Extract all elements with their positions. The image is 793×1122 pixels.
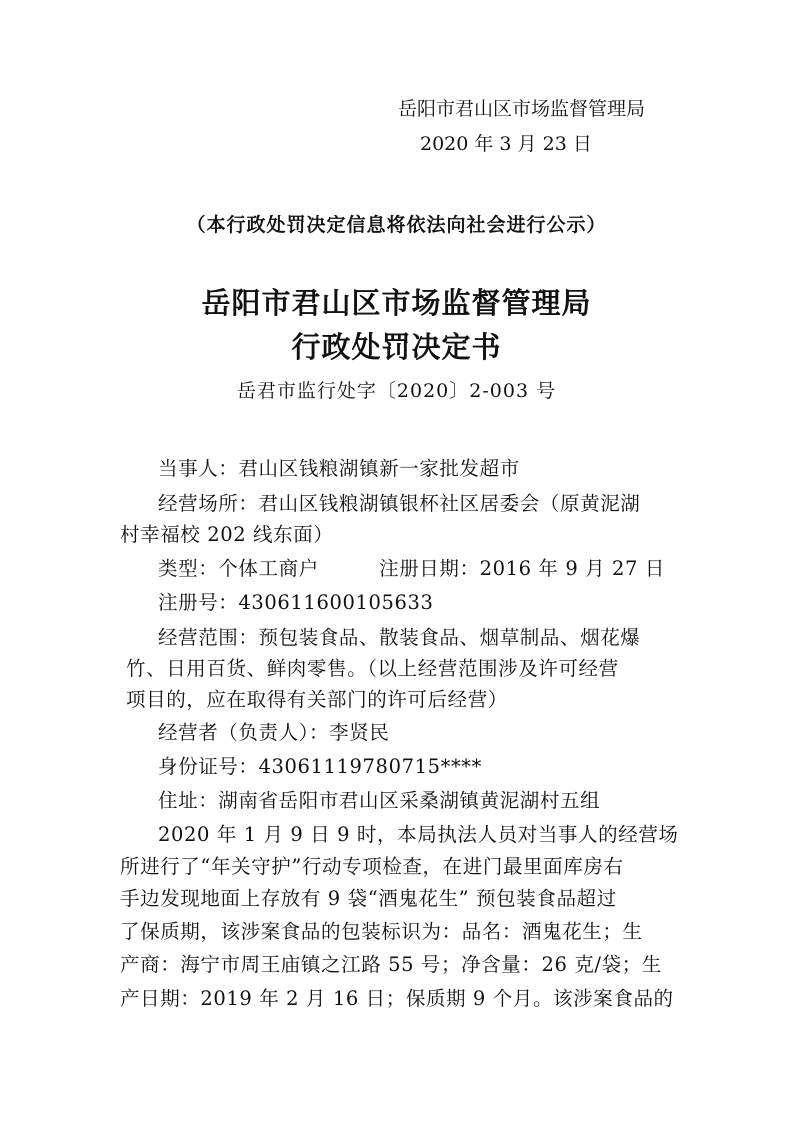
business-premises: 经营场所：君山区钱粮湖镇银杯社区居委会（原黄泥湖 bbox=[158, 492, 641, 515]
business-premises-cont: 村幸福校 202 线东面） bbox=[120, 523, 334, 546]
operator-name: 经营者（负责人）：李贤民 bbox=[158, 721, 390, 744]
case-paragraph-line-6: 产日期：2019 年 2 月 16 日；保质期 9 个月。该涉案食品的 bbox=[120, 987, 674, 1010]
case-paragraph-line-3: 手边发现地面上存放有 9 袋“酒鬼花生” 预包装食品超过 bbox=[120, 887, 617, 910]
business-scope-cont-2: 项目的，应在取得有关部门的许可后经营） bbox=[126, 688, 508, 711]
business-scope-cont-1: 竹、日用百货、鲜肉零售。（以上经营范围涉及许可经营 bbox=[126, 657, 619, 680]
case-paragraph-line-1: 2020 年 1 月 9 日 9 时，本局执法人员对当事人的经营场 bbox=[158, 823, 679, 846]
party-name: 当事人：君山区钱粮湖镇新一家批发超市 bbox=[158, 457, 520, 480]
type-and-registration-date: 类型：个体工商户 注册日期：2016 年 9 月 27 日 bbox=[158, 557, 665, 580]
case-paragraph-line-2: 所进行了“年关守护”行动专项检查，在进门最里面库房右 bbox=[120, 855, 624, 878]
issue-date: 2020 年 3 月 23 日 bbox=[420, 133, 592, 155]
publicity-notice: （本行政处罚决定信息将依法向社会进行公示） bbox=[186, 214, 607, 236]
document-number: 岳君市监行处字〔2020〕2-003 号 bbox=[236, 380, 557, 402]
document-title-line2: 行政处罚决定书 bbox=[291, 330, 502, 364]
case-paragraph-line-5: 产商：海宁市周王庙镇之江路 55 号；净含量：26 克/袋；生 bbox=[120, 953, 662, 976]
registration-number: 注册号：430611600105633 bbox=[158, 591, 434, 614]
issuing-organization: 岳阳市君山区市场监督管理局 bbox=[398, 98, 646, 120]
business-scope: 经营范围：预包装食品、散装食品、烟草制品、烟花爆 bbox=[158, 626, 641, 649]
address: 住址：湖南省岳阳市君山区采桑湖镇黄泥湖村五组 bbox=[158, 789, 601, 812]
document-title-line1: 岳阳市君山区市场监督管理局 bbox=[201, 286, 592, 320]
id-number: 身份证号：43061119780715**** bbox=[158, 755, 482, 778]
case-paragraph-line-4: 了保质期，该涉案食品的包装标识为：品名：酒鬼花生；生 bbox=[120, 920, 643, 943]
